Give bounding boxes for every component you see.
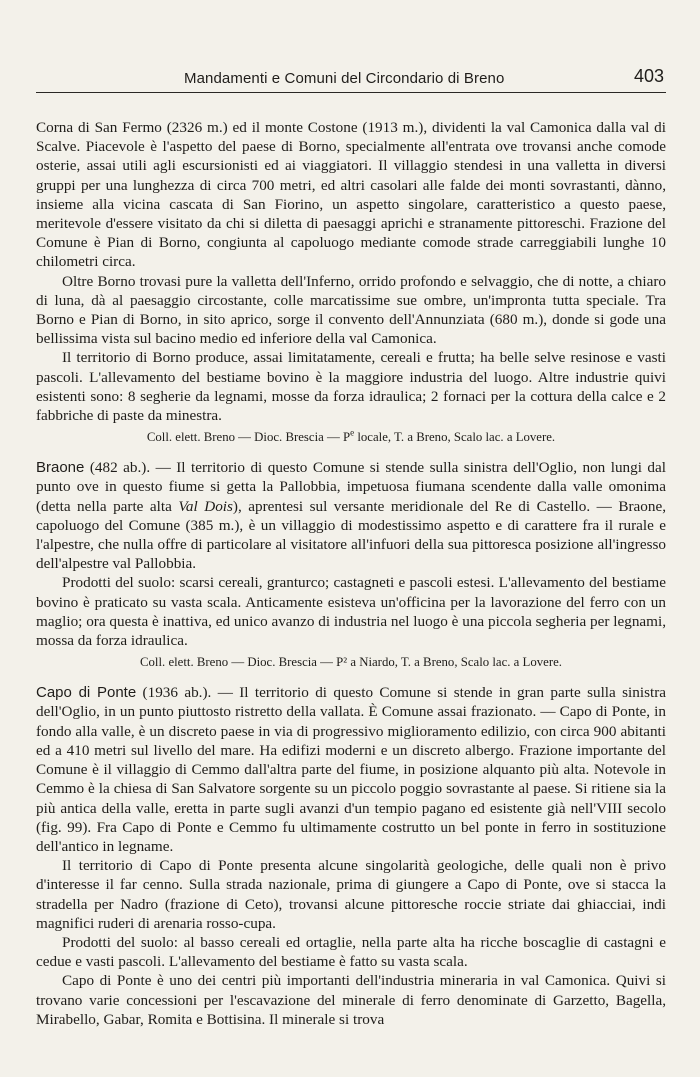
braone-text-b: ), aprentesi sul versante meridionale del Re di Castello. — Braone, capoluogo del Comune (385 m.), è un villaggio di modestissimo aspetto e di carattere fra il rurale e l'alpestre, che nulla offre di particolare al visitatore all'infuori della sua pittoresca posizione all'ingresso dell'alpestre val Pallobbia. — [36, 497, 666, 573]
page-body — [36, 118, 666, 1029]
capo-di-ponte-paragraph-3: Prodotti del suolo: al basso cereali ed ortaglie, nella parte alta ha ricche boscaglie di castagni e cedue e vasti pascoli. L'allevamento del bestiame è fatto su vasta scala. — [36, 933, 666, 971]
capo-di-ponte-paragraph-2: Il territorio di Capo di Ponte presenta alcune singolarità geologiche, delle quali non è privo d'interesse il far cenno. Sulla strada nazionale, prima di giungere a Capo di Ponte, ove si stacca la stradella per Nadro (frazione di Ceto), trovansi alcune pittoresche roccie striate dai ghiacciai, indi magnifici ruderi di arenaria rosso-cupa. — [36, 857, 666, 932]
braone-paragraph-2: Prodotti del suolo: scarsi cereali, granturco; castagneti e pascoli estesi. L'allevamento del bestiame bovino è praticato su vasta scala. Anticamente esisteva un'officina per la lavorazione del ferro con un maglio; ora questa è inattiva, ed unico avanzo di industria nel luogo è una piccola segheria per legnami, mossa da forza idraulica. — [36, 574, 666, 650]
capo-di-ponte-heading: Capo di Ponte — [36, 684, 137, 702]
braone-heading: Braone — [36, 459, 85, 477]
borno-paragraph-3: Il territorio di Borno produce, assai limitatamente, cereali e frutta; ha belle selve resinose e vasti pascoli. L'allevamento del bestiame bovino è la maggiore industria del luogo. Altre industrie quivi esistenti sono: 8 segherie da legnami, mosse da forza idraulica; 2 fornaci per la cottura della calce e 2 fabbriche di paste da minestra. — [36, 349, 666, 425]
capo-di-ponte-entry — [36, 683, 666, 856]
borno-paragraph-2: Oltre Borno trovasi pure la valletta dell'Inferno, orrido profondo e selvaggio, che di notte, a chiaro di luna, dà al paesaggio circostante, colle marcatissime sue ombre, un'impronta tutta speciale. Tra Borno e Pian di Borno, in sito aprico, sorge il convento dell'Annunziata (680 m.), donde si gode una bellissima vista sul bacino medio ed inferiore della val Camonica. — [36, 272, 666, 348]
borno-note-superscript: e — [350, 427, 355, 438]
capo-di-ponte-text: (1936 ab.). — Il territorio di questo Comune si stende in gran parte sulla sinistra dell'Oglio, in un punto piuttosto ristretto della vallata. È Comune assai frazionato. — Capo di Ponte, in fondo alla valle, è un discreto paese in via di progressivo miglioramento edilizio, con circa 900 abitanti ed a 410 metri sul livello del mare. Ha edifizi moderni e un discreto albergo. Frazione importante del Comune è il villaggio di Cemmo dall'altra parte del fiume, in posizione alquanto più alta. Notevole in Cemmo è la chiesa di San Salvatore sorgente su un piccolo poggio sovrastante al paese. Si ritiene sia la più antica della valle, eretta in parte sugli avanzi d'un tempio pagano ed esistente già nell'VIII secolo (fig. 99). Fra Capo di Ponte e Cemmo fu ultimamente costrutto un bel ponte in ferro in sostituzione dell'antico in legname. — [36, 684, 666, 855]
braone-electoral-note: Coll. elett. Breno — Dioc. Brescia — P² a Niardo, T. a Breno, Scalo lac. a Lovere. — [140, 655, 562, 670]
borno-note-end: locale, T. a Breno, Scalo lac. a Lovere. — [354, 430, 556, 445]
page-number: 403 — [633, 66, 664, 86]
capo-di-ponte-paragraph-4: Capo di Ponte è uno dei centri più importanti dell'industria mineraria in val Camonica. Quivi si trovano varie concessioni per l'escavazione del minerale di ferro denominate di Garzetto, Bagella, Mirabello, Gabar, Romita e Bottisina. Il minerale si trova — [36, 972, 666, 1028]
val-dois-italic: Val Dois — [178, 497, 233, 515]
borno-paragraph-1: Corna di San Fermo (2326 m.) ed il monte Costone (1913 m.), dividenti la val Camonica dalla val di Scalve. Piacevole è l'aspetto del paese di Borno, specialmente all'entrata ove trovansi anche comode osterie, assai utili agli escursionisti ed ai viaggiatori. Il villaggio stendesi in una valletta in diversi gruppi per una lunghezza di circa 700 metri, ed altri casolari alle falde dei monti sovrastanti, dànno, insieme alla vicina cascata di San Fiorino, un aspetto singolare, caratteristico a questo paese, meritevole d'essere visitato da chi si diletta di paesaggi aprichi e stranamente pittoreschi. Frazione del Comune è Pian di Borno, congiunta al capoluogo mediante comode strade carreggiabili lunghe 10 chilometri circa. — [36, 119, 666, 271]
header-title: Mandamenti e Comuni del Circondario di Breno — [184, 70, 505, 87]
borno-note-start: Coll. elett. Breno — Dioc. Brescia — P — [146, 430, 351, 445]
running-header — [36, 62, 666, 93]
borno-electoral-note — [36, 429, 666, 446]
braone-text-a: (482 ab.). — Il territorio di questo Comune si stende sulla sinistra dell'Oglio, non lungi dal punto ove in questo fiume si getta la Pallobbia, impetuosa fiumana scendente dalla valle omonima (detta nella parte alta — [36, 459, 666, 515]
braone-entry — [36, 458, 666, 573]
